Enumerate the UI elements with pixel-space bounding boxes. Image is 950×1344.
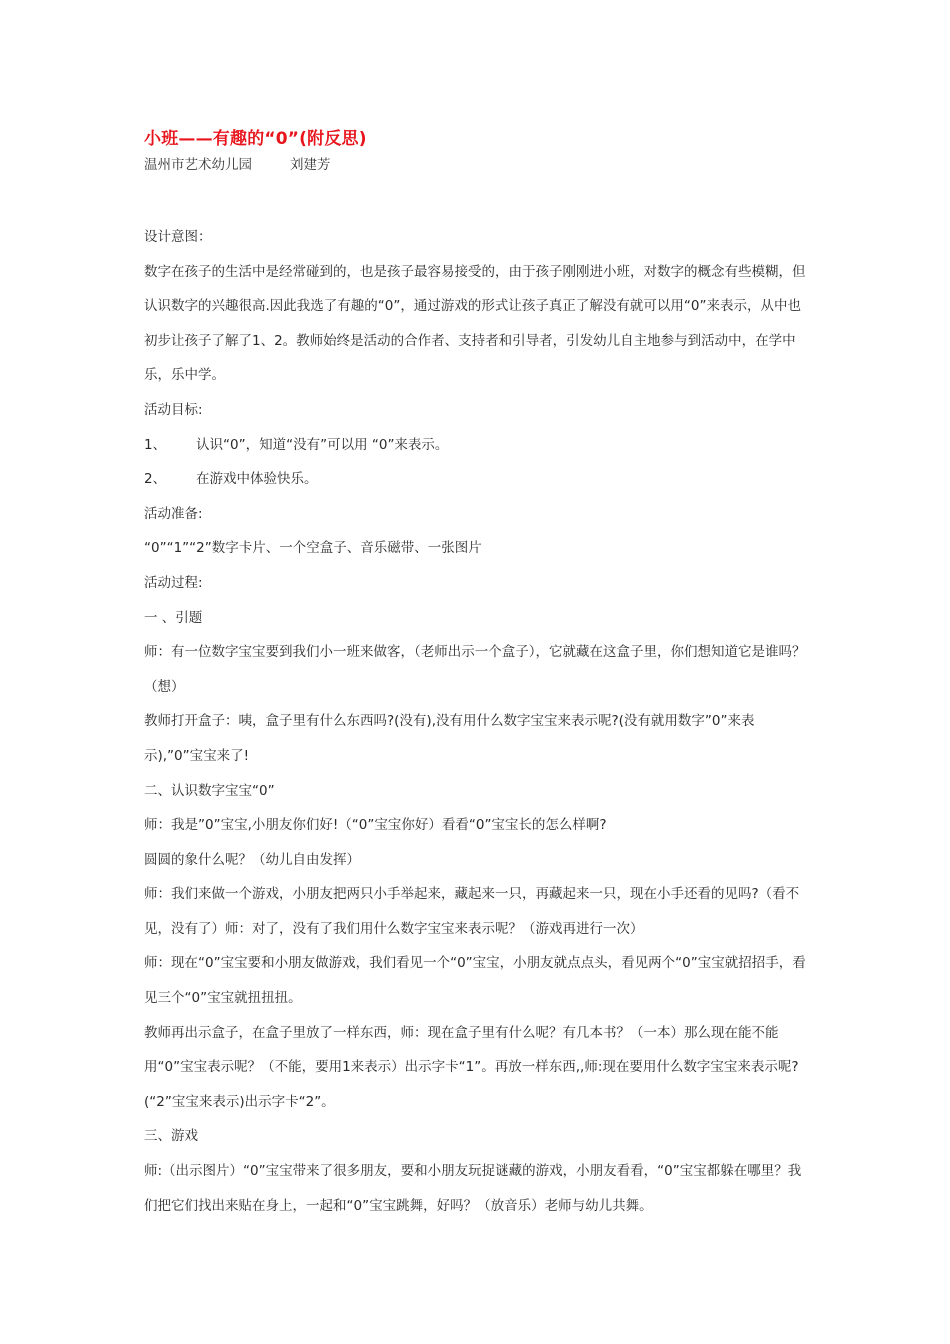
section-heading-recognize: 二、认识数字宝宝“0” — [144, 782, 275, 799]
goal-text: 在游戏中体验快乐。 — [196, 471, 318, 488]
paragraph: 圆圆的象什么呢？（幼儿自由发挥） — [144, 851, 360, 868]
paragraph: 师:（出示图片）“0”宝宝带来了很多朋友，要和小朋友玩捉谜藏的游戏，小朋友看看，“0”宝宝都躲在哪里？我们把它们找出来贴在身上，一起和“0”宝宝跳舞，好吗？（放音乐）老师与幼儿共舞。 — [144, 1163, 802, 1214]
process-heading: 活动过程: — [144, 574, 203, 591]
document-title: 小班——有趣的“0”(附反思) — [144, 129, 367, 149]
prep-heading: 活动准备: — [144, 505, 203, 522]
paragraph: 师：我们来做一个游戏，小朋友把两只小手举起来，藏起来一只，再藏起来一只，现在小手还看的见吗?（看不见，没有了）师：对了，没有了我们用什么数字宝宝来表示呢？（游戏再进行一次） — [144, 886, 800, 937]
paragraph: 师：我是”0”宝宝,小朋友你们好!（“0”宝宝你好）看看“0”宝宝长的怎么样啊? — [144, 817, 607, 834]
goal-item — [144, 428, 810, 463]
goal-text: 认识“0”，知道“没有”可以用 “0”来表示。 — [196, 436, 449, 453]
goal-number: 1、 — [144, 436, 167, 453]
section-heading-game: 三、游戏 — [144, 1128, 198, 1145]
prep-paragraph: “0”“1”“2”数字卡片、一个空盒子、音乐磁带、一张图片 — [144, 540, 482, 557]
design-heading: 设计意图： — [144, 229, 212, 245]
paragraph: 师：有一位数字宝宝要到我们小一班来做客，（老师出示一个盒子），它就藏在这盒子里，你们想知道它是谁吗？（想） — [144, 644, 806, 695]
author-organization: 温州市艺术幼儿园 — [144, 157, 252, 173]
goal-number: 2、 — [144, 471, 167, 488]
goals-heading: 活动目标: — [144, 401, 203, 418]
paragraph: 教师打开盒子：咦，盒子里有什么东西吗?(没有),没有用什么数字宝宝来表示呢?(没有就用数字”0”来表示),”0”宝宝来了! — [144, 713, 755, 764]
author-line — [144, 153, 331, 173]
document-body — [144, 220, 810, 1223]
section-heading-intro: 一 、引题 — [144, 609, 203, 626]
author-name: 刘建芳 — [290, 157, 331, 173]
design-paragraph: 数字在孩子的生活中是经常碰到的，也是孩子最容易接受的，由于孩子刚刚进小班，对数字的概念有些模糊，但认识数字的兴趣很高.因此我选了有趣的“0”，通过游戏的形式让孩子真正了解没有就可以用“0”来表示，从中也初步让孩子了解了1、2。教师始终是活动的合作者、支持者和引导者，引发幼儿自主地参与到活动中，在学中乐，乐中学。 — [144, 263, 806, 384]
paragraph: 师：现在“0”宝宝要和小朋友做游戏，我们看见一个“0”宝宝，小朋友就点点头，看见两个“0”宝宝就招招手，看见三个“0”宝宝就扭扭扭。 — [144, 955, 806, 1007]
paragraph: 教师再出示盒子，在盒子里放了一样东西，师：现在盒子里有什么呢？有几本书？（一本）那么现在能不能用“0”宝宝表示呢？（不能，要用1来表示）出示字卡“1”。再放一样东西,,师:现在要用什么数字宝宝来表示呢?(“2”宝宝来表示)出示字卡“2”。 — [144, 1024, 799, 1110]
goal-item — [144, 462, 810, 497]
